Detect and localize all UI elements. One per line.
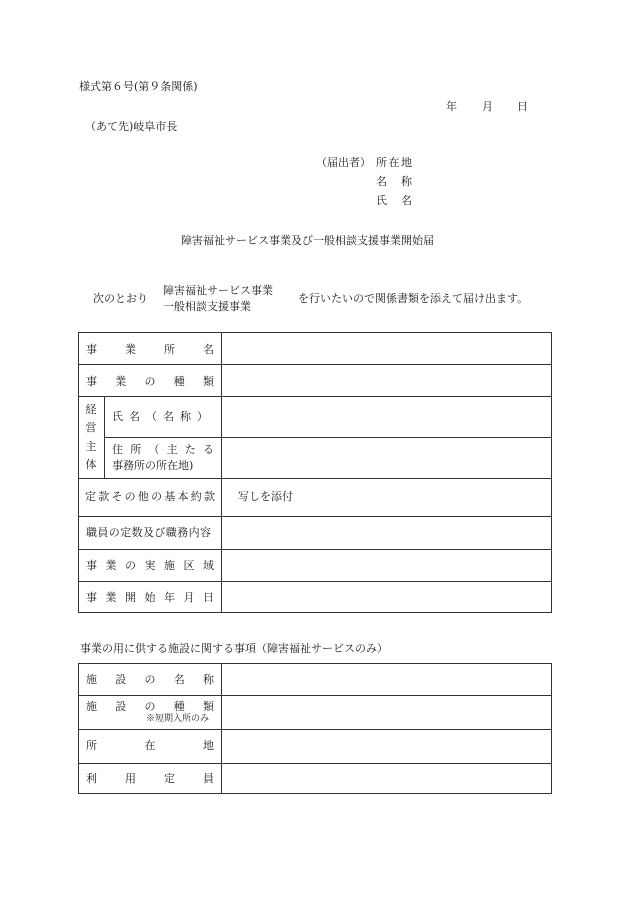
applicant-person-label: 氏 名 (376, 194, 412, 207)
date-month: 月 (482, 100, 493, 113)
operator-address-label-line2: 事務所の所在地) (112, 459, 194, 472)
operator-heading: 経 営 主 体 (85, 403, 97, 471)
facility-name-label: 施 設 の 名 称 (86, 673, 214, 686)
office-name-label: 事 業 所 名 (86, 343, 214, 356)
capacity-label: 利 用 定 員 (86, 772, 214, 785)
applicant-prefix: （届出者） (316, 156, 371, 169)
form-number: 様式第６号(第９条関係) (79, 80, 198, 93)
facility-heading: 事業の用に供する施設に関する事項（障害福祉サービスのみ） (80, 642, 388, 655)
articles-value: 写しを添付 (238, 490, 293, 503)
date-year: 年 (446, 100, 457, 113)
date-day: 日 (517, 100, 528, 113)
operator-address-label-line1: 住 所 （ 主 た る (112, 443, 214, 456)
intro-suffix: を行いたいので関係書類を添えて届け出ます。 (298, 292, 529, 305)
intro-option-1: 障害福祉サービス事業 (163, 284, 273, 297)
business-type-label: 事 業 の 種 類 (86, 375, 214, 388)
facility-type-label: 施 設 の 種 類 (86, 700, 214, 713)
addressee: （あて先)岐阜市長 (85, 120, 178, 133)
staff-label: 職員の定数及び職務内容 (86, 526, 212, 539)
facility-type-note: ※短期入所のみ (146, 714, 210, 724)
applicant-name-label: 名 称 (376, 175, 412, 188)
operator-name-label: 氏 名 （ 名 称 ） (112, 410, 208, 423)
intro-option-2: 一般相談支援事業 (163, 300, 251, 313)
start-date-label: 事 業 開 始 年 月 日 (86, 591, 214, 604)
applicant-address-label: 所 在 地 (376, 156, 412, 169)
document-title: 障害福祉サービス事業及び一般相談支援事業開始届 (181, 234, 434, 247)
articles-label: 定 款 そ の 他 の 基 本 約 款 (85, 490, 215, 503)
intro-prefix: 次のとおり (93, 292, 148, 305)
location-label: 所 在 地 (86, 739, 214, 752)
service-area-label: 事 業 の 実 施 区 域 (86, 559, 214, 572)
